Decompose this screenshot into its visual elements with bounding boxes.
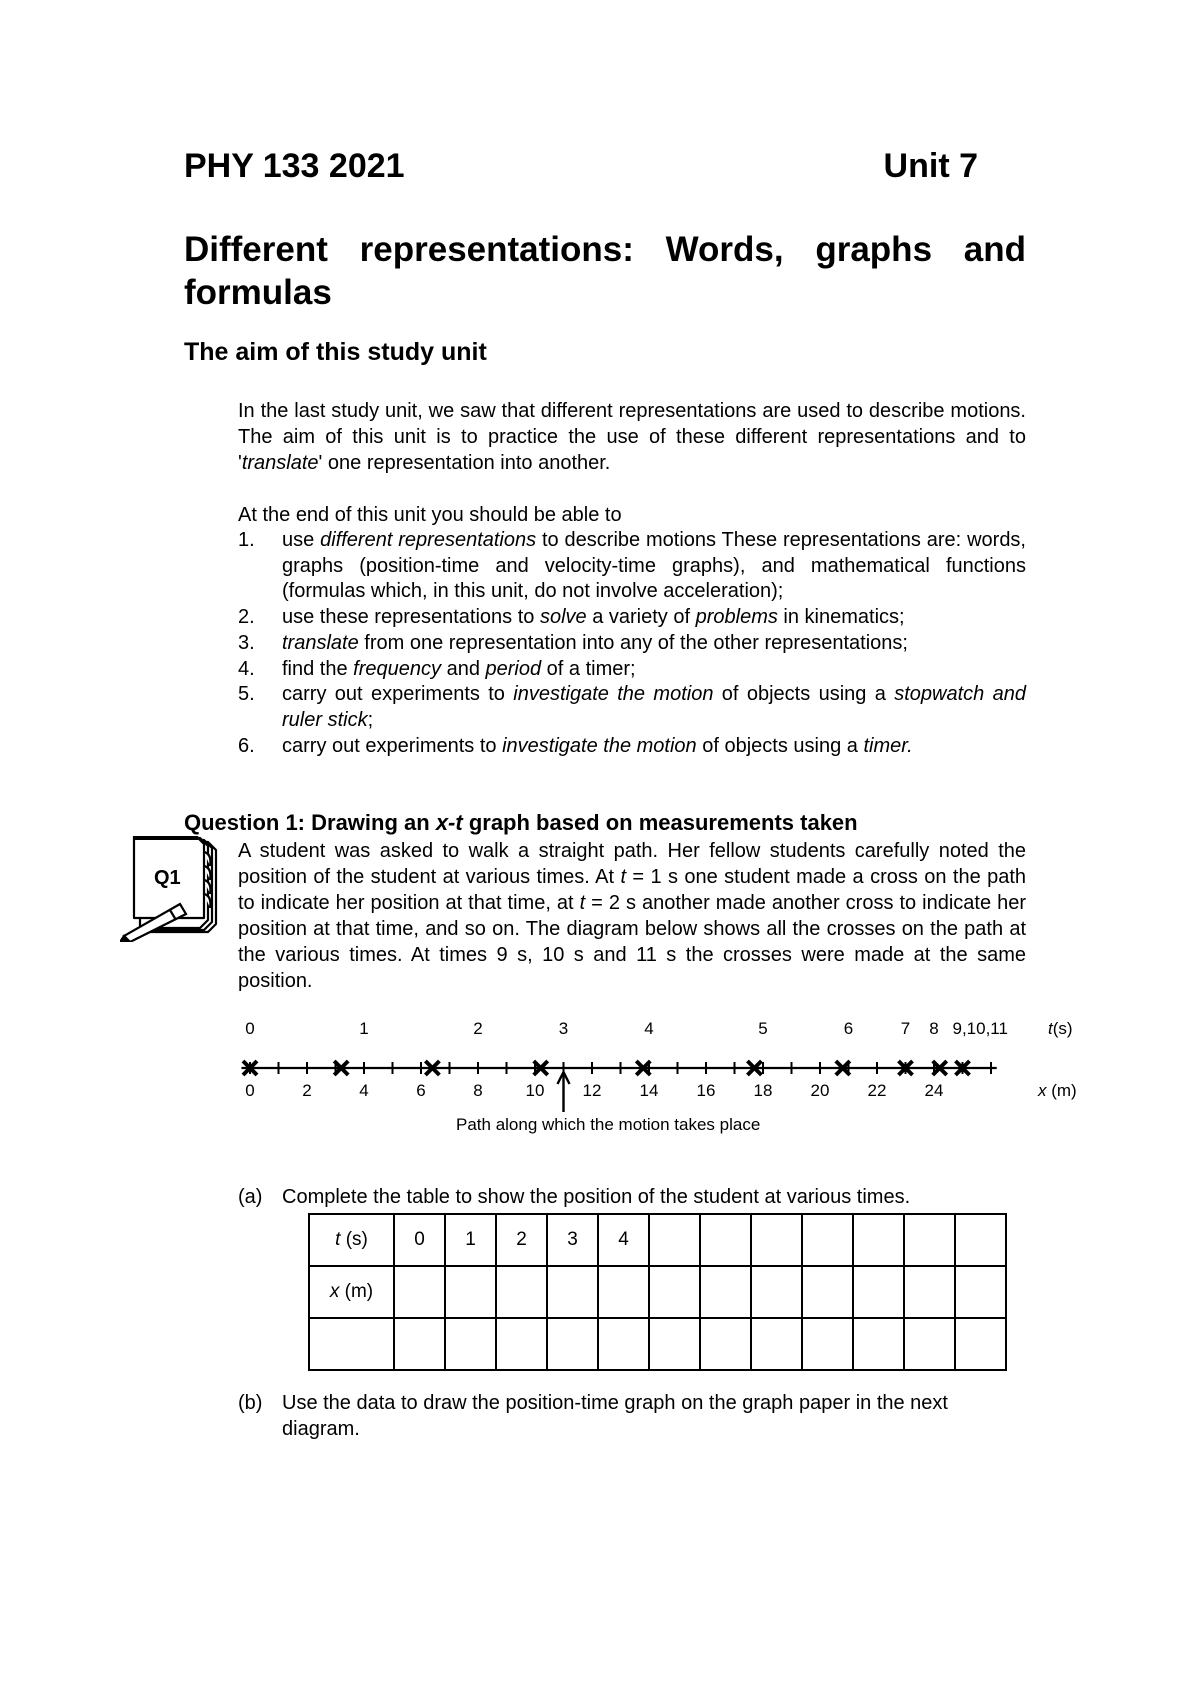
position-tick-label: 6 (416, 1081, 426, 1100)
part-b (238, 1390, 1026, 1442)
unit-title: Different representations: Words, graphs and formulas (184, 230, 1026, 312)
position-tick-label: 20 (810, 1081, 830, 1100)
question-1-heading: Question 1: Drawing an x-t graph based on measurements taken (184, 810, 858, 835)
answer-cell[interactable] (394, 1266, 445, 1318)
time-label: 4 (644, 1019, 654, 1038)
part-b-label: (b) (238, 1392, 263, 1414)
answer-cell[interactable] (955, 1318, 1006, 1370)
answer-cell[interactable] (955, 1266, 1006, 1318)
outcome-item: 3. translate from one representation into any of the other representations; (238, 631, 908, 654)
q1-label: Q1 (154, 867, 181, 889)
answer-cell[interactable] (853, 1266, 904, 1318)
direction-arrow (558, 1072, 570, 1112)
time-cell (751, 1214, 802, 1266)
position-tick-label: 8 (473, 1081, 483, 1100)
time-cell (649, 1214, 700, 1266)
position-unit-label: x (m) (1038, 1081, 1077, 1100)
time-cell: 2 (496, 1214, 547, 1266)
question-1-text: A student was asked to walk a straight path. Her fellow students carefully noted the position of the student at various times. At t = 1 s one student made a cross on the path to indicate her position at that time, at t = 2 s another made another cross to indicate her position at that time, and so on. The diagram below shows all the crosses on the path at the various times. At times 9 s, 10 s and 11 s the crosses were made at the same position. (238, 840, 1027, 992)
answer-cell[interactable] (445, 1266, 496, 1318)
position-tick-label: 22 (867, 1081, 887, 1100)
time-cell: 4 (598, 1214, 649, 1266)
answer-cell[interactable] (904, 1318, 955, 1370)
time-label: 3 (558, 1019, 569, 1038)
course-code: PHY 133 2021 (184, 147, 405, 185)
answer-cell[interactable] (700, 1318, 751, 1370)
table-row-position (309, 1266, 1006, 1318)
answer-cell[interactable] (751, 1318, 802, 1370)
table-row-blank (309, 1318, 1006, 1370)
outcome-item: 2. use these representations to solve a variety of problems in kinematics; (238, 606, 905, 629)
answer-cell[interactable] (496, 1318, 547, 1370)
aim-intro: In the last study unit, we saw that different representations are used to describe motions. The aim of this unit is to practice the use of these different representations and to 'translate' one representation into another. (238, 400, 1026, 474)
time-label: 1 (359, 1019, 369, 1038)
position-tick-label: 10 (525, 1081, 545, 1100)
blank-header-cell (309, 1318, 394, 1370)
outcome-item: 6. carry out experiments to investigate the motion of objects using a timer. (238, 734, 913, 757)
outcome-item: 4. find the frequency and period of a timer; (238, 657, 636, 680)
answer-cell[interactable] (445, 1318, 496, 1370)
time-cell (700, 1214, 751, 1266)
answer-cell[interactable] (598, 1318, 649, 1370)
answer-cell[interactable] (904, 1266, 955, 1318)
time-cell (955, 1214, 1006, 1266)
position-tick-label: 18 (753, 1081, 773, 1100)
answer-cell[interactable] (496, 1266, 547, 1318)
aim-heading: The aim of this study unit (184, 338, 487, 366)
time-unit-label: t(s) (1048, 1019, 1073, 1038)
time-cell: 3 (547, 1214, 598, 1266)
page-header (184, 146, 978, 186)
answer-cell[interactable] (547, 1266, 598, 1318)
time-label: 2 (473, 1019, 483, 1038)
motion-path-diagram (230, 1016, 1090, 1156)
time-label: 7 (900, 1019, 911, 1038)
answer-cell[interactable] (802, 1318, 853, 1370)
answer-cell[interactable] (751, 1266, 802, 1318)
time-cell (904, 1214, 955, 1266)
position-tick-label: 14 (639, 1081, 659, 1100)
time-cell (853, 1214, 904, 1266)
position-tick-label: 16 (696, 1081, 716, 1100)
position-header-cell: x (m) (309, 1266, 394, 1318)
answer-cell[interactable] (853, 1318, 904, 1370)
outcome-item: 1. use different representations to describe motions These representations are: words, graphs (position-time and velocity-time graphs), and mathematical functions (formulas which, in this unit, do not involve acceleration); (238, 529, 1026, 603)
time-cell: 1 (445, 1214, 496, 1266)
answer-cell[interactable] (700, 1266, 751, 1318)
time-label: 8 (929, 1019, 939, 1038)
position-time-table (308, 1213, 1007, 1371)
path-caption: Path along which the motion takes place (456, 1115, 761, 1134)
time-label: 5 (758, 1019, 768, 1038)
table-row-time (309, 1214, 1006, 1266)
time-header-cell: t (s) (309, 1214, 394, 1266)
answer-cell[interactable] (547, 1318, 598, 1370)
position-tick-label: 4 (359, 1081, 369, 1100)
time-label: 9,10,11 (952, 1019, 1008, 1038)
part-a (238, 1184, 1026, 1210)
position-labels (245, 1081, 943, 1100)
notepad-pencil-icon (120, 836, 232, 942)
position-tick-label: 12 (582, 1081, 602, 1100)
answer-cell[interactable] (649, 1318, 700, 1370)
outcome-item: 5. carry out experiments to investigate the motion of objects using a stopwatch and ruler stick; (238, 683, 1026, 731)
time-cell: 0 (394, 1214, 445, 1266)
answer-cell[interactable] (649, 1266, 700, 1318)
unit-number: Unit 7 (883, 147, 978, 185)
part-a-text: Complete the table to show the position of the student at various times. (282, 1186, 911, 1208)
outcomes-lead: At the end of this unit you should be able to (238, 504, 622, 526)
part-a-label: (a) (238, 1186, 263, 1208)
time-label: 6 (843, 1019, 854, 1038)
position-tick-label: 0 (245, 1081, 255, 1100)
answer-cell[interactable] (598, 1266, 649, 1318)
time-label: 0 (245, 1019, 255, 1038)
time-labels (245, 1019, 1008, 1038)
position-tick-label: 24 (924, 1081, 944, 1100)
answer-cell[interactable] (802, 1266, 853, 1318)
time-cell (802, 1214, 853, 1266)
learning-outcomes-list (238, 528, 1026, 759)
answer-cell[interactable] (394, 1318, 445, 1370)
position-tick-label: 2 (302, 1081, 312, 1100)
part-b-text: Use the data to draw the position-time graph on the graph paper in the next diagram. (282, 1392, 948, 1440)
